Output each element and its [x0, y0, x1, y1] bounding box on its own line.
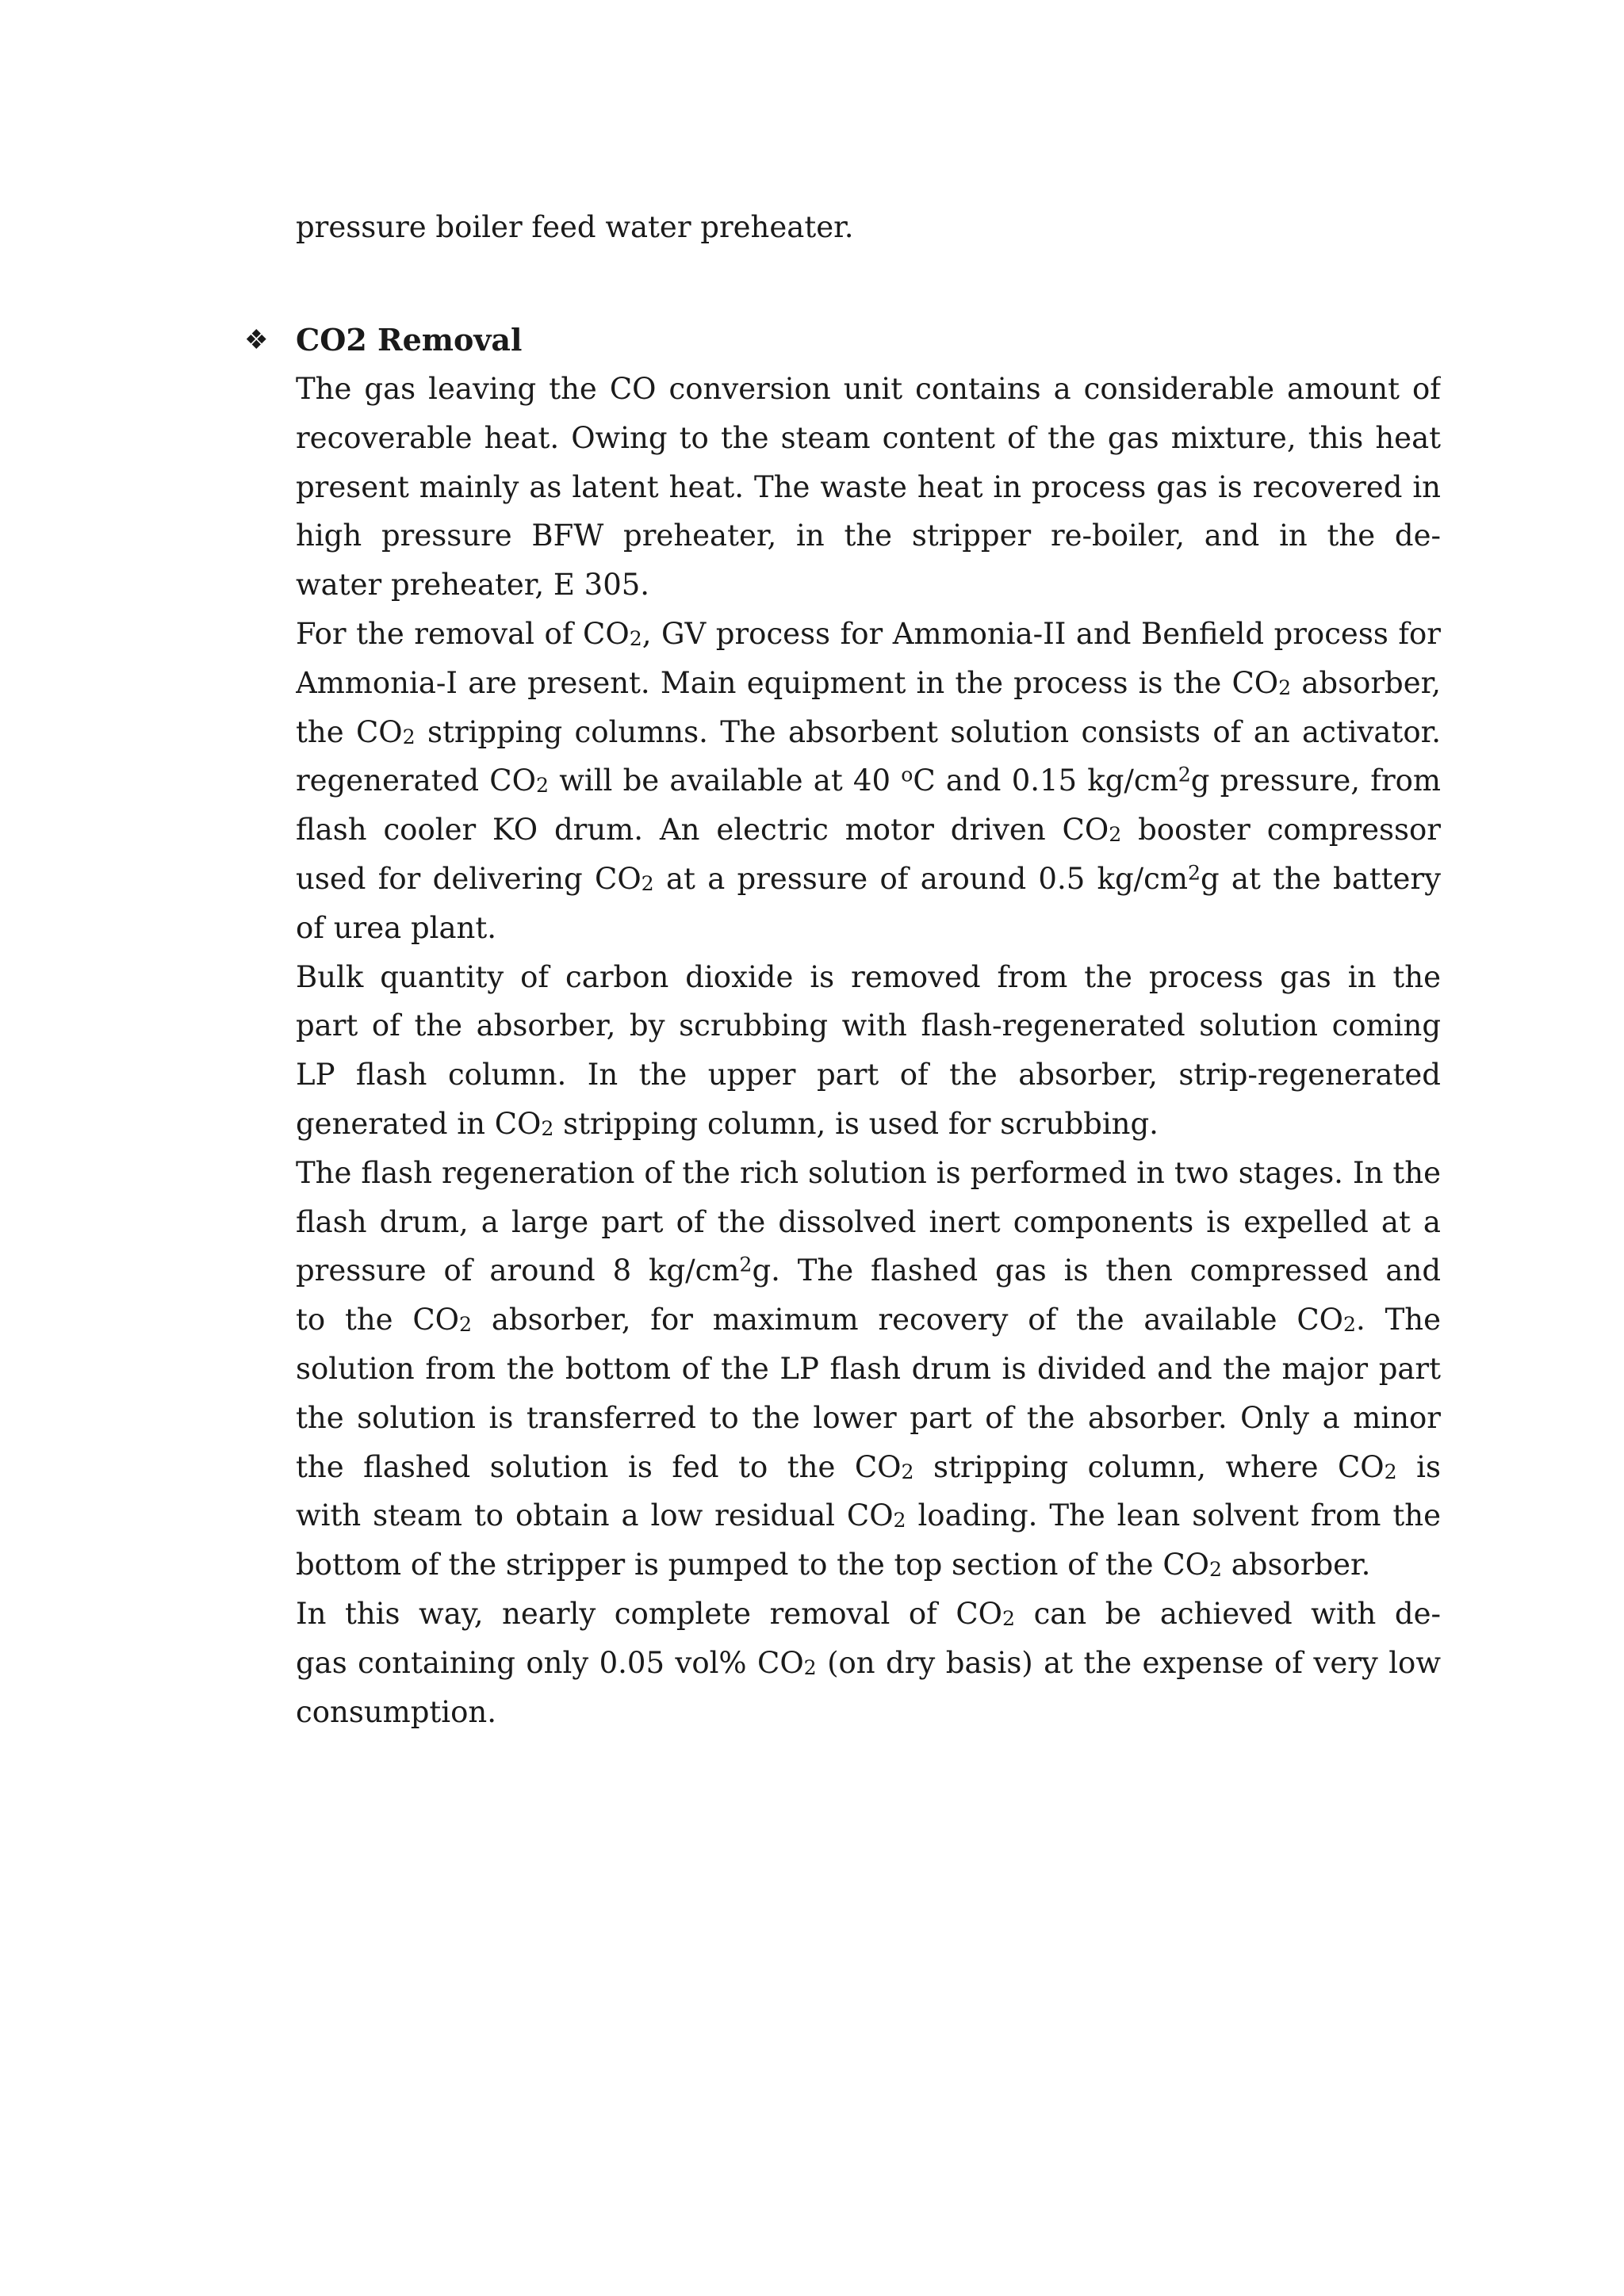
text-line: bottom of the stripper is pumped to the top section of the $CO_2$ absorber.	[296, 1548, 1371, 1582]
text-line: Bulk quantity of carbon dioxide is removed from the process gas in the	[296, 960, 1441, 994]
text-line: solution from the bottom of the LP flash drum is divided and the major part	[296, 1352, 1441, 1386]
text-line: gas containing only 0.05 vol% $CO_2$ (on dry basis) at the expense of very low	[296, 1646, 1441, 1680]
text-line: present mainly as latent heat. The waste heat in process gas is recovered in	[296, 470, 1441, 504]
text-line: the flashed solution is fed to the $CO_2$ stripping column, where $CO_2$ is	[296, 1450, 1441, 1484]
text-line: The flash regeneration of the rich solution is performed in two stages. In the	[296, 1156, 1441, 1190]
text-line: with steam to obtain a low residual $CO_2$ loading. The lean solvent from the	[296, 1498, 1441, 1533]
text-line: consumption.	[296, 1695, 496, 1729]
text-line: generated in $CO_2$ stripping column, is used for scrubbing.	[296, 1107, 1159, 1141]
text-line: part of the absorber, by scrubbing with flash-regenerated solution coming	[296, 1008, 1441, 1043]
text-line: LP flash column. In the upper part of the absorber, strip-regenerated	[296, 1058, 1441, 1092]
text-line: pressure of around 8 $kg/cm^2g$. The flashed gas is then compressed and	[296, 1253, 1441, 1288]
text-line: of urea plant.	[296, 911, 497, 945]
section-heading: CO2 Removal	[296, 322, 523, 358]
text-line: flash cooler KO drum. An electric motor driven $CO_2$ booster compressor	[296, 813, 1441, 847]
text-line: flash drum, a large part of the dissolved inert components is expelled at a	[296, 1205, 1441, 1239]
text-line: regenerated $CO_2$ will be available at 40 $^o$C and 0.15 $kg/cm^2g$ pressure, from	[296, 763, 1441, 798]
text-line: to the $CO_2$ absorber, for maximum recovery of the available $CO_2$. The	[296, 1303, 1441, 1337]
text-line: high pressure BFW preheater, in the stripper re-boiler, and in the de-	[296, 519, 1441, 553]
text-line: Ammonia-I are present. Main equipment in the process is the $CO_2$ absorber,	[296, 666, 1441, 700]
intro-line: pressure boiler feed water preheater.	[296, 210, 854, 244]
text-line: recoverable heat. Owing to the steam content of the gas mixture, this heat	[296, 421, 1441, 455]
text-line: water preheater, E 305.	[296, 568, 650, 602]
text-line: the $CO_2$ stripping columns. The absorbent solution consists of an activator.	[296, 715, 1441, 749]
text-line: used for delivering $CO_2$ at a pressure of around 0.5 $kg/cm^2g$ at the battery	[296, 861, 1441, 896]
text-line: For the removal of $CO_2$, GV process for Ammonia-II and Benfield process for	[296, 617, 1441, 651]
text-line: The gas leaving the CO conversion unit contains a considerable amount of	[296, 372, 1441, 406]
text-line: the solution is transferred to the lower part of the absorber. Only a minor	[296, 1401, 1441, 1435]
diamond-bullet-icon: ❖	[244, 324, 269, 356]
text-line: In this way, nearly complete removal of $CO_2$ can be achieved with de-	[296, 1597, 1441, 1631]
